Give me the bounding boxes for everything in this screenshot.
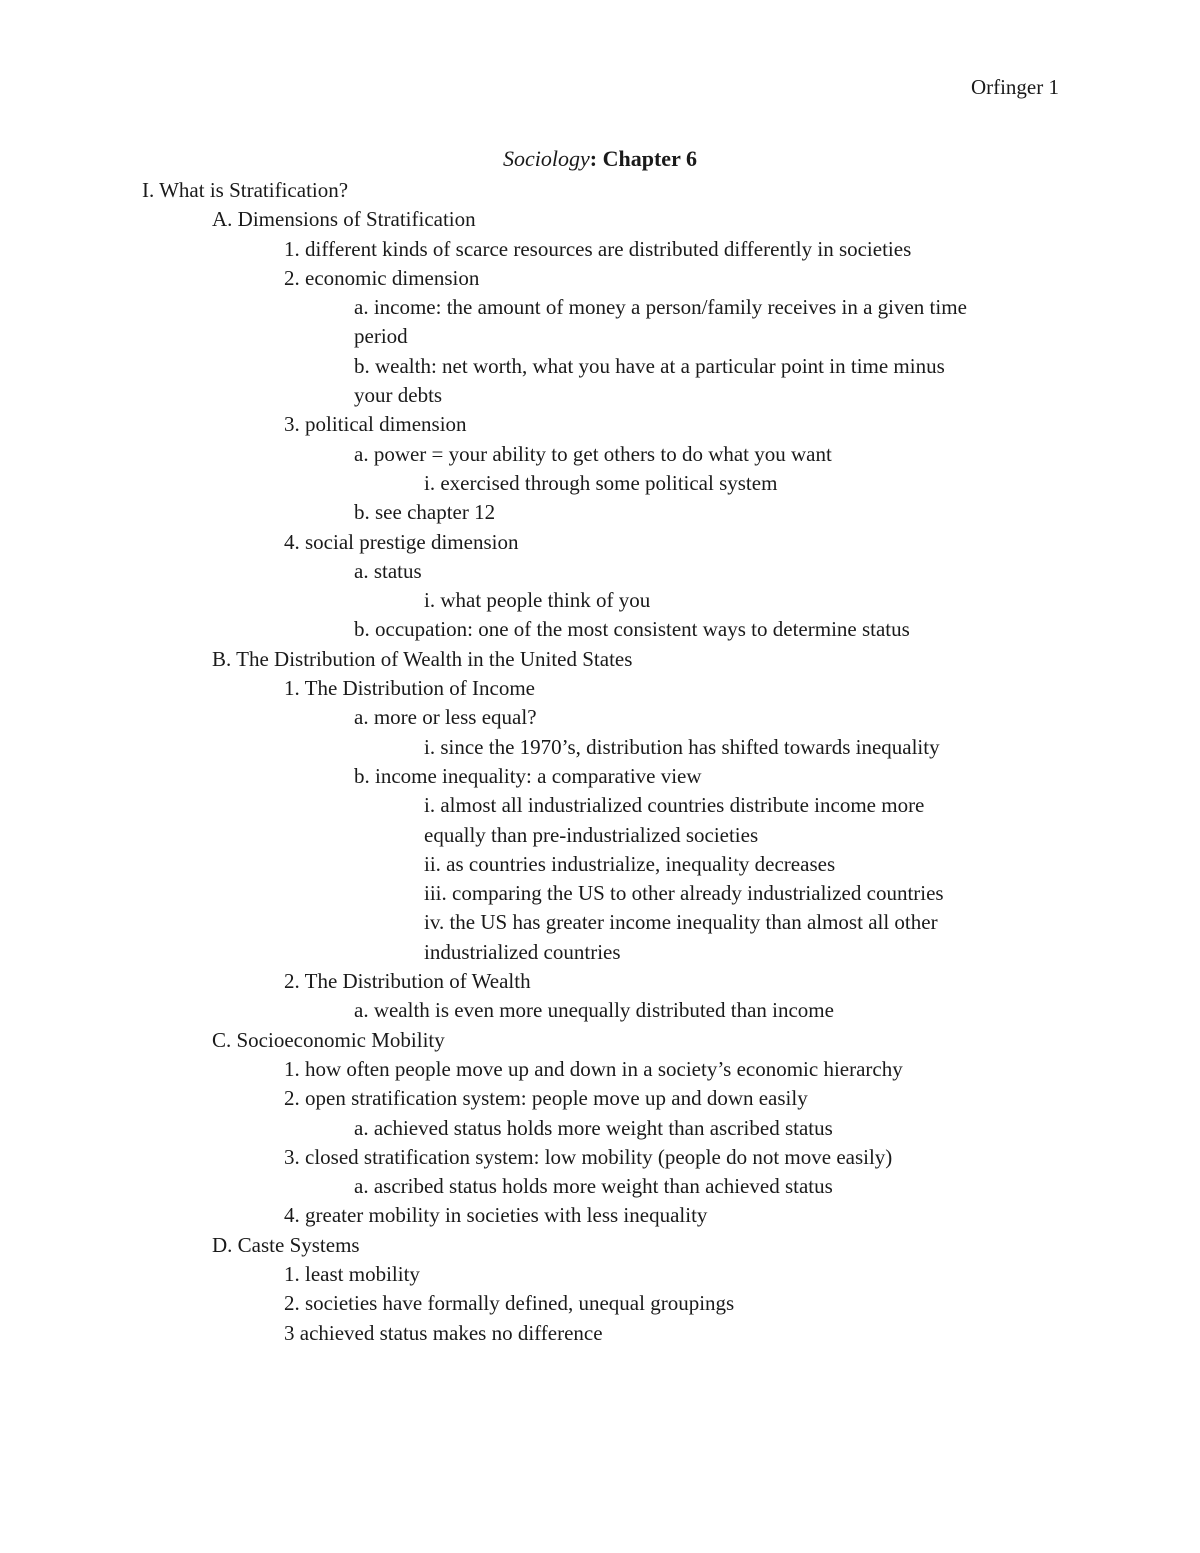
outline-line: 1. least mobility xyxy=(284,1261,420,1286)
outline-line: b. occupation: one of the most consistent ways to determine status xyxy=(354,617,910,642)
outline-line: i. since the 1970’s, distribution has shifted towards inequality xyxy=(424,734,940,759)
document-title xyxy=(0,144,1200,174)
outline-line: 2. societies have formally defined, unequal groupings xyxy=(284,1291,735,1316)
outline-line: a. status xyxy=(354,558,422,583)
notes-outline xyxy=(0,176,1200,1348)
outline-line: your debts xyxy=(354,383,443,408)
outline-line: C. Socioeconomic Mobility xyxy=(212,1027,445,1052)
outline-line: 2. open stratification system: people move up and down easily xyxy=(284,1086,808,1111)
outline-line: iii. comparing the US to other already industrialized countries xyxy=(424,881,944,906)
outline-line: a. more or less equal? xyxy=(354,705,537,730)
outline-line: period xyxy=(354,324,408,349)
title-separator: : xyxy=(589,146,598,171)
outline-line: b. wealth: net worth, what you have at a particular point in time minus xyxy=(354,353,945,378)
outline-line: i. almost all industrialized countries distribute income more xyxy=(424,793,925,818)
outline-line: 3. political dimension xyxy=(284,412,467,437)
outline-line: industrialized countries xyxy=(424,939,621,964)
outline-line: equally than pre-industrialized societies xyxy=(424,822,759,847)
outline-line: 1. The Distribution of Income xyxy=(284,676,535,701)
outline-line: 4. social prestige dimension xyxy=(284,529,519,554)
outline-line: I. What is Stratification? xyxy=(142,178,349,202)
outline-line: a. wealth is even more unequally distributed than income xyxy=(354,998,834,1023)
outline-line: 1. how often people move up and down in a society’s economic hierarchy xyxy=(284,1056,903,1081)
outline-line: i. exercised through some political system xyxy=(424,470,778,495)
outline-line: b. see chapter 12 xyxy=(354,500,496,525)
outline-line: 2. The Distribution of Wealth xyxy=(284,969,531,994)
outline-line: ii. as countries industrialize, inequality decreases xyxy=(424,851,836,876)
outline-line: a. achieved status holds more weight than ascribed status xyxy=(354,1115,833,1140)
outline-line: a. income: the amount of money a person/family receives in a given time xyxy=(354,295,967,320)
outline-line: D. Caste Systems xyxy=(212,1232,360,1257)
outline-line: 1. different kinds of scarce resources are distributed differently in societies xyxy=(284,236,912,261)
outline-line: 2. economic dimension xyxy=(284,265,480,290)
title-chapter: Chapter 6 xyxy=(597,146,697,171)
running-header: Orfinger 1 xyxy=(970,75,1059,99)
outline-line: a. ascribed status holds more weight than achieved status xyxy=(354,1174,833,1199)
outline-line: 3 achieved status makes no difference xyxy=(284,1320,603,1345)
outline-line: B. The Distribution of Wealth in the United States xyxy=(212,646,633,671)
outline-line: 4. greater mobility in societies with less inequality xyxy=(284,1203,708,1228)
outline-line: b. income inequality: a comparative view xyxy=(354,763,702,788)
outline-line: iv. the US has greater income inequality than almost all other xyxy=(424,910,938,935)
outline-line: i. what people think of you xyxy=(424,588,651,613)
title-subject: Sociology xyxy=(503,146,590,171)
outline-line: a. power = your ability to get others to do what you want xyxy=(354,441,832,466)
outline-line: 3. closed stratification system: low mobility (people do not move easily) xyxy=(284,1144,893,1169)
outline-line: A. Dimensions of Stratification xyxy=(212,207,476,232)
